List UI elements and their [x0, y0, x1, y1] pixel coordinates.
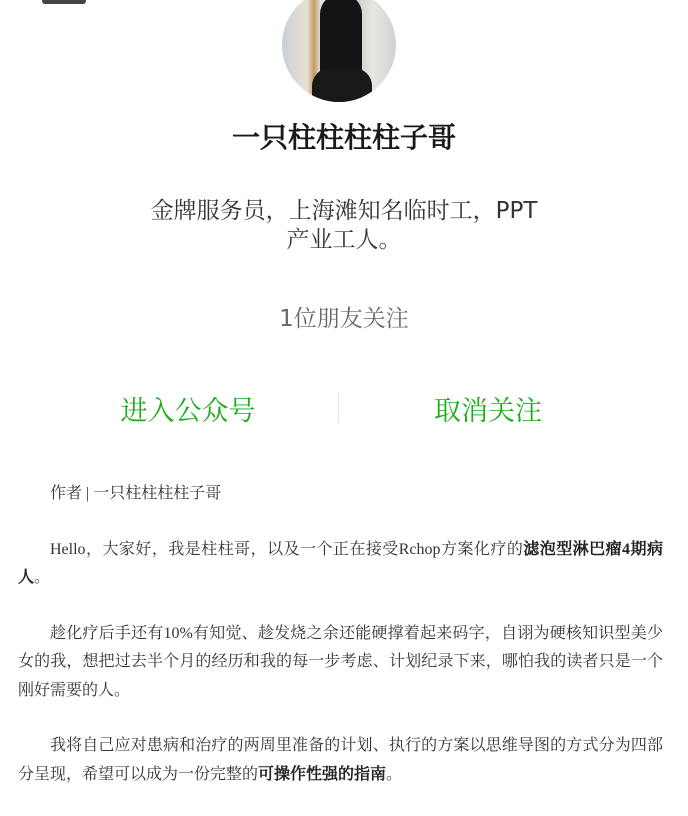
paragraph-plan — [18, 732, 663, 789]
top-handle — [42, 0, 86, 4]
unfollow-button[interactable]: 取消关注 — [434, 396, 542, 427]
text: Hello，大家好，我是柱柱哥，以及一个正在接受Rchop方案化疗的 — [50, 540, 524, 558]
author-line: 作者 | 一只柱柱柱柱子哥 — [50, 485, 222, 502]
bold-text: 滤泡型淋巴瘤4期病人 — [18, 540, 663, 586]
text: 。 — [386, 765, 403, 783]
text: 我将自己应对患病和治疗的两周里准备的计划、执行的方案以思维导图的方式分为四部分呈现，希望可以成为一份完整的 — [18, 737, 663, 783]
account-bio — [0, 197, 688, 255]
account-name: 一只柱柱柱柱子哥 — [231, 121, 456, 154]
bio-line: 产业工人。 — [286, 227, 402, 253]
paragraph-motivation: 趁化疗后手还有10%有知觉、趁发烧之余还能硬撑着起来码字，自诩为硬核知识型美少女的我，想把过去半个月的经历和我的每一步考虑、计划纪录下来，哪怕我的读者只是一个刚好需要的人。 — [18, 624, 663, 699]
avatar — [282, 0, 396, 102]
bold-text: 可操作性强的指南 — [258, 765, 387, 783]
avatar-silhouette-base — [312, 68, 372, 102]
text: 。 — [34, 569, 51, 586]
followers-count: 1位朋友关注 — [279, 306, 409, 332]
paragraph-intro — [18, 536, 663, 593]
article-body — [18, 480, 663, 816]
enter-account-button[interactable]: 进入公众号 — [120, 396, 256, 427]
bio-line: 金牌服务员，上海滩知名临时工，PPT — [150, 198, 538, 224]
